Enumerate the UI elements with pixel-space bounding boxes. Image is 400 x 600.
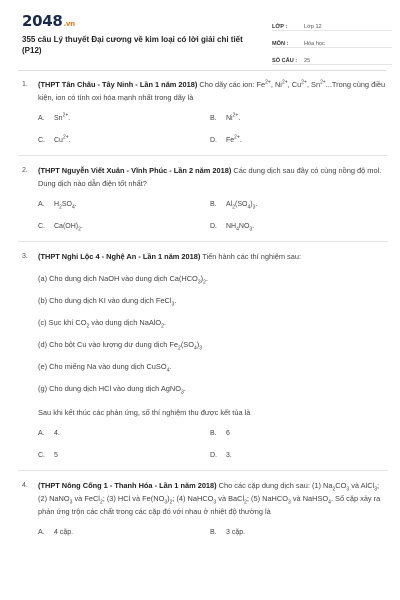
option-label: C.	[38, 137, 45, 144]
experiment-text: )	[196, 340, 200, 349]
meta-key: LỚP :	[272, 24, 288, 30]
experiment-text: .	[183, 384, 186, 393]
subscript: 2	[59, 204, 62, 211]
question-1	[18, 78, 388, 147]
subscript: 3	[288, 499, 291, 506]
stem-text: Cho các cặp dung dịch sau: (1) Na	[216, 481, 333, 490]
experiment-text: .	[169, 362, 172, 371]
option-text: .	[74, 201, 77, 208]
option-b[interactable]	[210, 198, 382, 211]
option-label: B.	[210, 430, 217, 437]
question-separator	[18, 470, 388, 471]
experiment-g	[38, 382, 388, 395]
question-3	[18, 250, 388, 462]
subscript: 3	[346, 486, 350, 493]
answer-options	[38, 427, 388, 462]
option-text: .	[239, 137, 242, 144]
superscript: 2+	[265, 79, 271, 86]
experiment-d	[38, 338, 388, 351]
question-2	[18, 164, 388, 233]
subscript: 2	[244, 499, 247, 506]
option-label: B.	[210, 115, 217, 122]
question-stem	[38, 78, 388, 104]
option-label: D.	[210, 223, 217, 230]
question-stem	[38, 250, 388, 263]
option-text: (SO	[235, 201, 248, 208]
subscript: 3	[252, 204, 256, 211]
option-label: B.	[210, 529, 217, 536]
superscript: 2+	[320, 79, 326, 86]
question-source: (THPT Tân Châu - Tây Ninh - Lần 1 năm 2018)	[38, 80, 198, 89]
stem-text: Tiến hành các thí nghiệm sau:	[200, 252, 302, 261]
stem-text: ; (4) NaHCO	[172, 494, 214, 503]
option-label: D.	[210, 137, 217, 144]
experiment-b	[38, 294, 388, 307]
option-d[interactable]	[210, 220, 382, 233]
option-a[interactable]	[38, 112, 210, 125]
subscript: 3	[69, 499, 73, 506]
meta-row-subject	[272, 31, 392, 48]
option-text: .	[252, 223, 255, 230]
option-b[interactable]	[210, 112, 382, 125]
stem-text: ; (3) HCl và Fe(NO	[102, 494, 165, 503]
superscript: 2+	[281, 79, 288, 86]
experiment-c	[38, 316, 388, 329]
subscript: 2	[169, 499, 173, 506]
stem-text: và FeCl	[72, 494, 100, 503]
subscript: 4	[71, 204, 75, 211]
option-text: NO	[238, 223, 250, 230]
site-logo[interactable]	[22, 12, 75, 30]
superscript: 2+	[301, 79, 307, 86]
question-number: 3.	[22, 253, 28, 260]
subscript: 2	[78, 226, 81, 233]
superscript: 2+	[234, 134, 240, 141]
stem-text: ; (5) NaHCO	[246, 494, 288, 503]
option-text: 4 cặp.	[54, 529, 74, 536]
option-c[interactable]	[38, 220, 210, 233]
option-c[interactable]	[38, 134, 210, 147]
stem-text: , Sn	[306, 80, 321, 89]
meta-key: MÔN :	[272, 41, 289, 47]
experiment-text: .	[174, 296, 177, 305]
option-a[interactable]	[38, 427, 210, 440]
subscript: 3	[374, 486, 377, 493]
experiment-text: (d) Cho bột Cu vào lượng dư dung dịch Fe	[38, 340, 179, 349]
option-text: .	[238, 115, 241, 122]
question-stem	[38, 479, 388, 518]
logo-tld: .vn	[63, 20, 75, 28]
option-text: 3.	[226, 452, 232, 459]
experiment-text: )	[200, 274, 204, 283]
option-label: B.	[210, 201, 217, 208]
stem-text: , Ni	[270, 80, 282, 89]
stem-text: Cho dãy các ion: Fe	[197, 80, 266, 89]
stem-text: CO	[335, 481, 347, 490]
question-separator	[18, 241, 388, 242]
experiment-text: (b) Cho dung dịch KI vào dung dịch FeCl	[38, 296, 172, 305]
question-4	[18, 479, 388, 539]
answer-options	[38, 112, 388, 147]
subscript: 3	[249, 226, 253, 233]
option-text: .	[68, 115, 71, 122]
subscript: 3	[213, 499, 217, 506]
subscript: 3	[199, 345, 202, 352]
subscript: 2	[86, 323, 90, 330]
logo-text: 2048	[22, 12, 63, 30]
stem-text: và NaHSO	[290, 494, 329, 503]
option-text: H	[54, 201, 60, 208]
meta-panel	[272, 14, 392, 65]
option-text: Cu	[54, 137, 63, 144]
experiment-a	[38, 272, 388, 285]
experiment-text: (e) Cho miếng Na vào dung dịch CuSO	[38, 362, 167, 371]
option-text: 6	[226, 430, 230, 437]
option-text: .	[68, 137, 71, 144]
experiment-text: .	[163, 318, 166, 327]
meta-row-count	[272, 48, 392, 65]
stem-text: ...Trong cùng điều kiện, ion có tính oxi hóa mạnh nhất trong dãy là	[38, 80, 386, 102]
experiment-text: vào dung dịch NaAlO	[89, 318, 162, 327]
option-b[interactable]	[210, 526, 382, 539]
option-a[interactable]	[38, 198, 210, 211]
question-number: 4.	[22, 482, 28, 489]
subscript: 3	[197, 279, 201, 286]
experiment-text: (g) Cho dung dịch HCl vào dung dịch AgNO	[38, 384, 181, 393]
option-text: )	[250, 201, 253, 208]
subscript: 2	[332, 486, 336, 493]
option-label: C.	[38, 452, 45, 459]
option-text: 3 cặp.	[226, 529, 246, 536]
meta-row-grade	[272, 14, 392, 31]
question-source: (THPT Nông Cống 1 - Thanh Hóa - Lần 1 năm 2018)	[38, 481, 217, 490]
document-title: 355 câu Lý thuyết Đại cương về kim loại có lời giải chi tiết (P12)	[22, 35, 243, 55]
header	[18, 10, 386, 74]
stem-text: )	[167, 494, 170, 503]
stem-text: . Số cặp xảy ra phản ứng trộn các chất trong các cặp đó với nhau ở nhiệt độ thường là	[38, 494, 381, 516]
meta-value: 25	[304, 58, 311, 64]
experiment-text: .	[205, 274, 208, 283]
stem-text: Các dung dịch sau đây có cùng nồng độ mol. Dung dịch nào dẫn điện tốt nhất?	[38, 166, 382, 188]
experiment-text: (c) Sục khí CO	[38, 318, 87, 327]
option-text: NH	[226, 223, 237, 230]
stem-text: và AlCl	[349, 481, 375, 490]
superscript: 2+	[232, 112, 239, 119]
subscript: 4	[193, 345, 197, 352]
stem-text: và BaCl	[216, 494, 245, 503]
subscript: 2	[161, 323, 164, 330]
question-source: (THPT Nguyễn Viết Xuân - Vĩnh Phúc - Lần 2 năm 2018)	[38, 166, 232, 175]
option-label: A.	[38, 430, 45, 437]
subscript: 2	[178, 345, 181, 352]
option-text: Fe	[226, 137, 235, 144]
question-stem	[38, 164, 388, 190]
subscript: 3	[164, 499, 168, 506]
question-source: (THPT Nghi Lộc 4 - Nghệ An - Lần 1 năm 2018)	[38, 252, 201, 261]
option-text: Sn	[54, 115, 63, 122]
option-text: SO	[61, 201, 72, 208]
option-text: 5	[54, 452, 58, 459]
option-label: A.	[38, 201, 45, 208]
answer-options	[38, 526, 388, 539]
option-text: .	[255, 201, 258, 208]
question-separator	[18, 155, 388, 156]
superscript: 2+	[62, 134, 69, 141]
subscript: 4	[328, 499, 331, 506]
option-label: A.	[38, 529, 45, 536]
subscript: 3	[180, 389, 184, 396]
stem-text: ; (2) NaNO	[38, 481, 380, 503]
option-label: A.	[38, 115, 45, 122]
experiment-e	[38, 360, 388, 373]
option-text: Al	[226, 201, 233, 208]
subscript: 3	[171, 301, 175, 308]
option-d[interactable]	[210, 449, 382, 462]
subscript: 2	[99, 499, 103, 506]
subscript: 2	[232, 204, 236, 211]
option-label: D.	[210, 452, 217, 459]
subscript: 4	[236, 226, 239, 233]
question-number: 2.	[22, 167, 28, 174]
question-prompt: Sau khi kết thúc các phản ứng, số thí nghiệm thu được kết tủa là	[38, 408, 251, 417]
meta-value: Hóa học	[304, 41, 325, 47]
question-list	[18, 78, 388, 547]
meta-value: Lớp 12	[304, 24, 322, 30]
subscript: 4	[247, 204, 251, 211]
subscript: 2	[203, 279, 206, 286]
experiment-text: (a) Cho dung dịch NaOH vào dung dịch Ca(HCO	[38, 274, 198, 283]
meta-key: SỐ CÂU :	[272, 58, 298, 64]
option-text: Ca(OH)	[54, 223, 79, 230]
option-d[interactable]	[210, 134, 382, 147]
option-text: Ni	[226, 115, 233, 122]
option-text: .	[80, 223, 83, 230]
option-a[interactable]	[38, 526, 210, 539]
experiment-text: (SO	[180, 340, 194, 349]
option-b[interactable]	[210, 427, 382, 440]
stem-text: , Cu	[287, 80, 302, 89]
header-divider	[18, 70, 386, 71]
option-label: C.	[38, 223, 45, 230]
option-text: 4.	[54, 430, 60, 437]
subscript: 4	[166, 367, 170, 374]
superscript: 2+	[62, 112, 69, 119]
question-number: 1.	[22, 81, 28, 88]
option-c[interactable]	[38, 449, 210, 462]
answer-options	[38, 198, 388, 233]
